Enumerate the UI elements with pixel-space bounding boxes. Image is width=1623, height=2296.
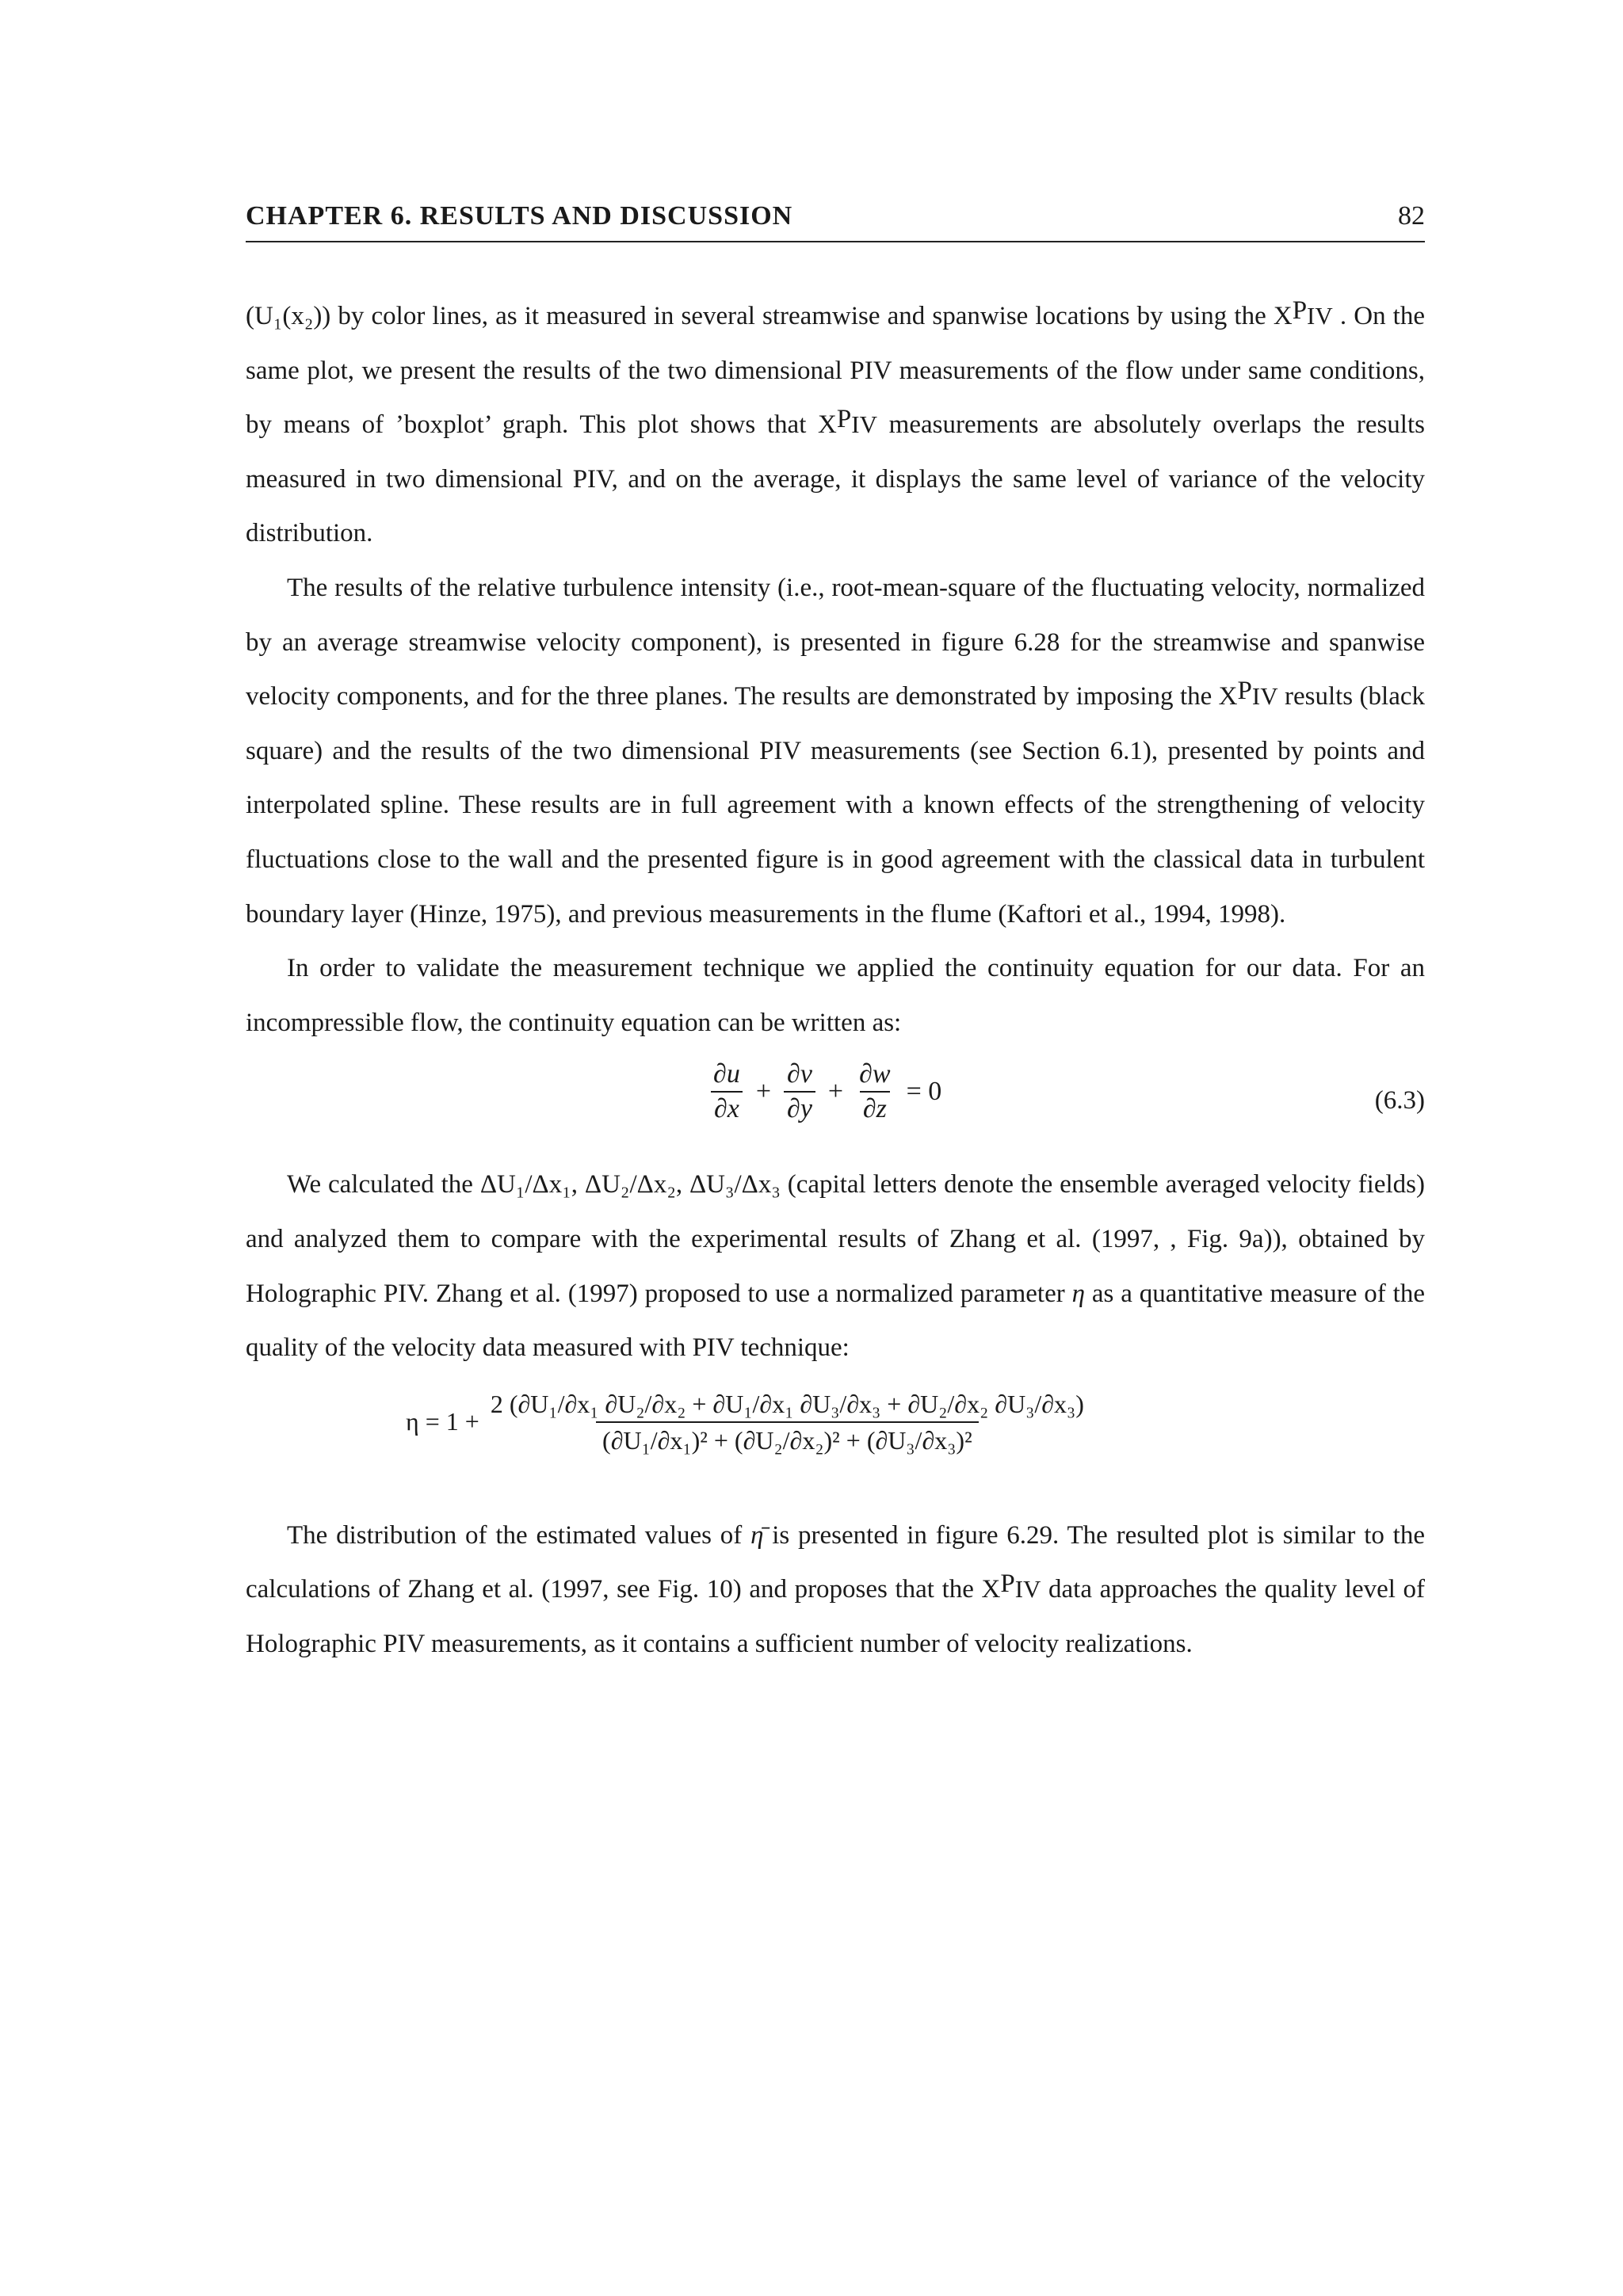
xpiv-logo: XPIV [1273,296,1333,330]
plus-sign: + [827,1077,844,1107]
paragraph-5: The distribution of the estimated values of η̄ is presented in figure 6.29. The resulted plot is similar to the calculations of Zhang et al. (1997, see Fig. 10) and proposes that the XPIV data approaches the quality level of Holographic PIV measurements, as it contains a sufficient number of velocity realizations. [246,1520,1425,1658]
fraction-dv-dy: $\frac{\partial v}{\partial y}$ [784,1058,815,1126]
paragraph-2 [246,561,1425,941]
eta-equation-formula [406,1386,1095,1458]
eta-symbol: η [1071,1279,1085,1308]
eta-denominator: (∂U₁/∂x₁)² + (∂U₂/∂x₂)² + (∂U₃/∂x₃)² [596,1421,979,1458]
xpiv-logo: XPIV [981,1569,1041,1604]
paragraph-1-part-c: measurements are absolutely overlaps the results measured in two dimensional PIV, and on the average, it displays the same level of variance of the velocity distribution. [246,410,1425,548]
eta-fraction [484,1386,1090,1458]
equation-number: (6.3) [1374,1086,1425,1116]
eta-equation-lhs: η = 1 + [406,1407,479,1436]
fraction-dw-dz: $\frac{\partial w}{\partial z}$ [856,1058,894,1126]
eta-numerator: 2 (∂U₁/∂x₁ ∂U₂/∂x₂ + ∂U₁/∂x₁ ∂U₃/∂x₃ + ∂U₂/∂x₂ ∂U₃/∂x₃) [490,1389,1084,1418]
paragraph-2-part-b: results (black square) and the results of the two dimensional PIV measurements (see Section 6.1), presented by points and interpolated spline. These results are in full agreement with a known effects of the strengthening of velocity fluctuations close to the wall and the presented figure is in good agreement with the classical data in turbulent boundary layer (Hinze, 1975), and previous measurements in the flume (Kaftori et al., 1994, 1998). [246,682,1426,929]
eta-bar-symbol: η̄ [750,1520,764,1550]
delta-ratios: ΔU₁/Δx₁, ΔU₂/Δx₂, ΔU₃/Δx₃ [479,1170,781,1199]
plus-sign: + [755,1077,771,1107]
running-header [246,201,1425,242]
continuity-equation-formula [705,1058,949,1126]
paragraph-1-part-b: . On the same plot, we present the results of the two dimensional PIV measurements of the flow under same conditions, by means of ’boxplot’ graph. This plot shows that [246,302,1425,440]
paragraph-1 [246,289,1425,561]
page-number: 82 [1398,201,1425,231]
fraction-du-dx: $\frac{\partial u}{\partial x}$ [710,1058,743,1126]
paragraph-1-part-a: (U₁(x₂)) by color lines, as it measured in several streamwise and spanwise locations by using the [246,302,1266,330]
chapter-title: CHAPTER 6. RESULTS AND DISCUSSION [246,201,793,231]
paragraph-2-part-a: The results of the relative turbulence intensity (i.e., root-mean-square of the fluctuating velocity, normalized by an average streamwise velocity component), is presented in figure 6.28 for the streamwise and spanwise velocity components, and for the three planes. The results are demonstrated by imposing the [246,573,1425,711]
paragraph-4: We calculated the ΔU₁/Δx₁, ΔU₂/Δx₂, ΔU₃/Δx₃ (capital letters denote the ensemble averaged velocity fields) and analyzed them to compare with the experimental results of Zhang et al. (1997, , Fig. 9a)), obtained by Holographic PIV. Zhang et al. (1997) proposed to use a normalized parameter η as a quantitative measure of the quality of the velocity data measured with PIV technique: [246,1170,1425,1363]
xpiv-logo: XPIV [818,405,877,440]
body-text [246,289,1425,1671]
xpiv-logo: XPIV [1218,677,1278,711]
eta-equation [246,1375,1425,1508]
continuity-equation [246,1050,1425,1158]
paragraph-3: In order to validate the measurement technique we applied the continuity equation for our data. For an incompressible flow, the continuity equation can be written as: [246,954,1425,1037]
equals-zero: = 0 [906,1077,942,1107]
